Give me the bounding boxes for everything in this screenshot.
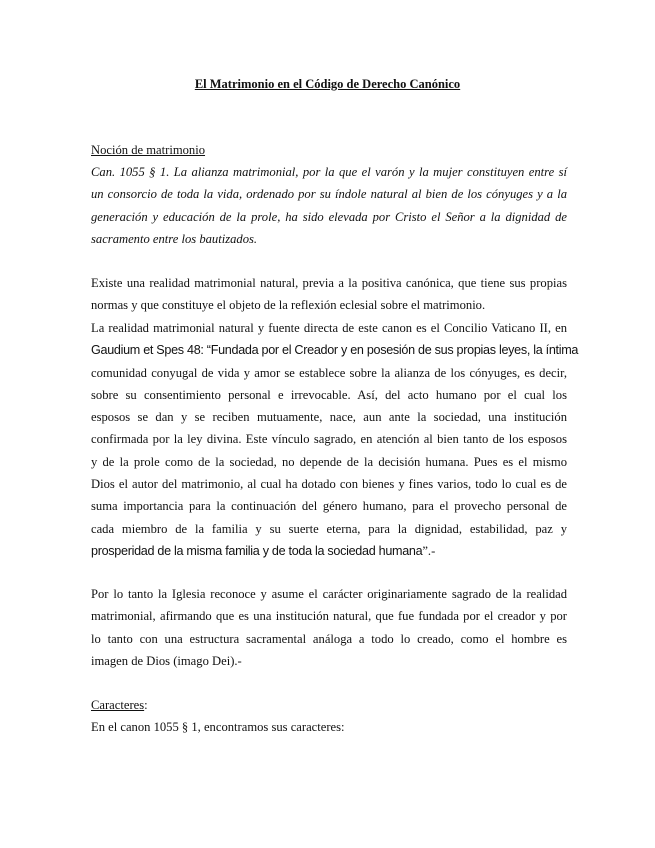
quote-end-text: prosperidad de la misma familia y de toda la sociedad humana — [91, 543, 423, 558]
paragraph-line: Por lo tanto la Iglesia reconoce y asume el carácter originariamente sagrado de la realidad — [91, 587, 567, 601]
paragraph-realidad — [91, 272, 567, 317]
paragraph-line-quote-end — [91, 540, 567, 562]
section-heading-text: Caracteres — [91, 698, 145, 712]
paragraph-gaudium-et-spes — [91, 317, 579, 562]
section-heading-colon: : — [144, 698, 148, 712]
paragraph-line: Existe una realidad matrimonial natural, previa a la positiva canónica, que tiene sus propias — [91, 276, 567, 290]
paragraph-line: comunidad conyugal de vida y amor se establece sobre la alianza de los cónyuges, es decir, — [91, 365, 567, 380]
paragraph-line: matrimonial, afirmando que es una institución natural, que fue fundada por el creador y por — [91, 609, 567, 624]
paragraph-line: y de la prole como de la sociedad, no depende de la decisión humana. Pues es el mismo — [91, 454, 567, 469]
paragraph-line: cada miembro de la familia y su suerte eterna, para la dignidad, estabilidad, paz y — [91, 521, 567, 536]
paragraph-line: suma importancia para la continuación del género humano, para el provecho personal de — [91, 499, 567, 514]
canon-line: generación y educación de la prole, ha sido elevada por Cristo el Señor a la dignidad de — [91, 209, 567, 224]
canon-line: Can. 1055 § 1. La alianza matrimonial, por la que el varón y la mujer constituyen entre sí — [91, 165, 567, 179]
paragraph-line: lo tanto con una estructura sacramental análoga a todo lo creado, como el hombre es — [91, 631, 567, 646]
canon-line: un consorcio de toda la vida, ordenado por su índole natural al bien de los cónyuges y a la — [91, 187, 567, 202]
document-title: El Matrimonio en el Código de Derecho Canónico — [194, 77, 461, 91]
section-heading-caracteres — [91, 694, 567, 716]
paragraph-line: imagen de Dios (imago Dei).- — [91, 653, 242, 668]
paragraph-line: esposos se dan y se reciben mutuamente, nace, aun ante la sociedad, una institución — [91, 410, 567, 425]
paragraph-line: La realidad matrimonial natural y fuente directa de este canon es el Concilio Vaticano II, en — [91, 321, 567, 335]
paragraph-iglesia — [91, 583, 567, 672]
paragraph-line: sobre su consentimiento personal e irrevocable. Así, del acto humano por el cual los — [91, 387, 567, 402]
paragraph-caracteres-intro — [91, 716, 567, 738]
canon-line: sacramento entre los bautizados. — [91, 231, 258, 246]
paragraph-line: En el canon 1055 § 1, encontramos sus caracteres: — [91, 720, 345, 734]
quote-end-tail: ”.- — [422, 543, 436, 558]
section-heading-nocion — [91, 139, 567, 161]
canon-quote — [91, 161, 567, 250]
section-heading-text: Noción de matrimonio — [91, 143, 206, 157]
paragraph-line-quote-start: Gaudium et Spes 48: “Fundada por el Creador y en posesión de sus propias leyes, la íntima — [91, 343, 579, 358]
paragraph-line: confirmada por la ley divina. Este vínculo sagrado, en atención al bien tanto de los esposos — [91, 432, 567, 447]
paragraph-line: Dios el autor del matrimonio, al cual ha dotado con bienes y fines varios, todo lo cual es de — [91, 477, 567, 492]
paragraph-line: normas y que constituye el objeto de la reflexión eclesial sobre el matrimonio. — [91, 298, 486, 313]
